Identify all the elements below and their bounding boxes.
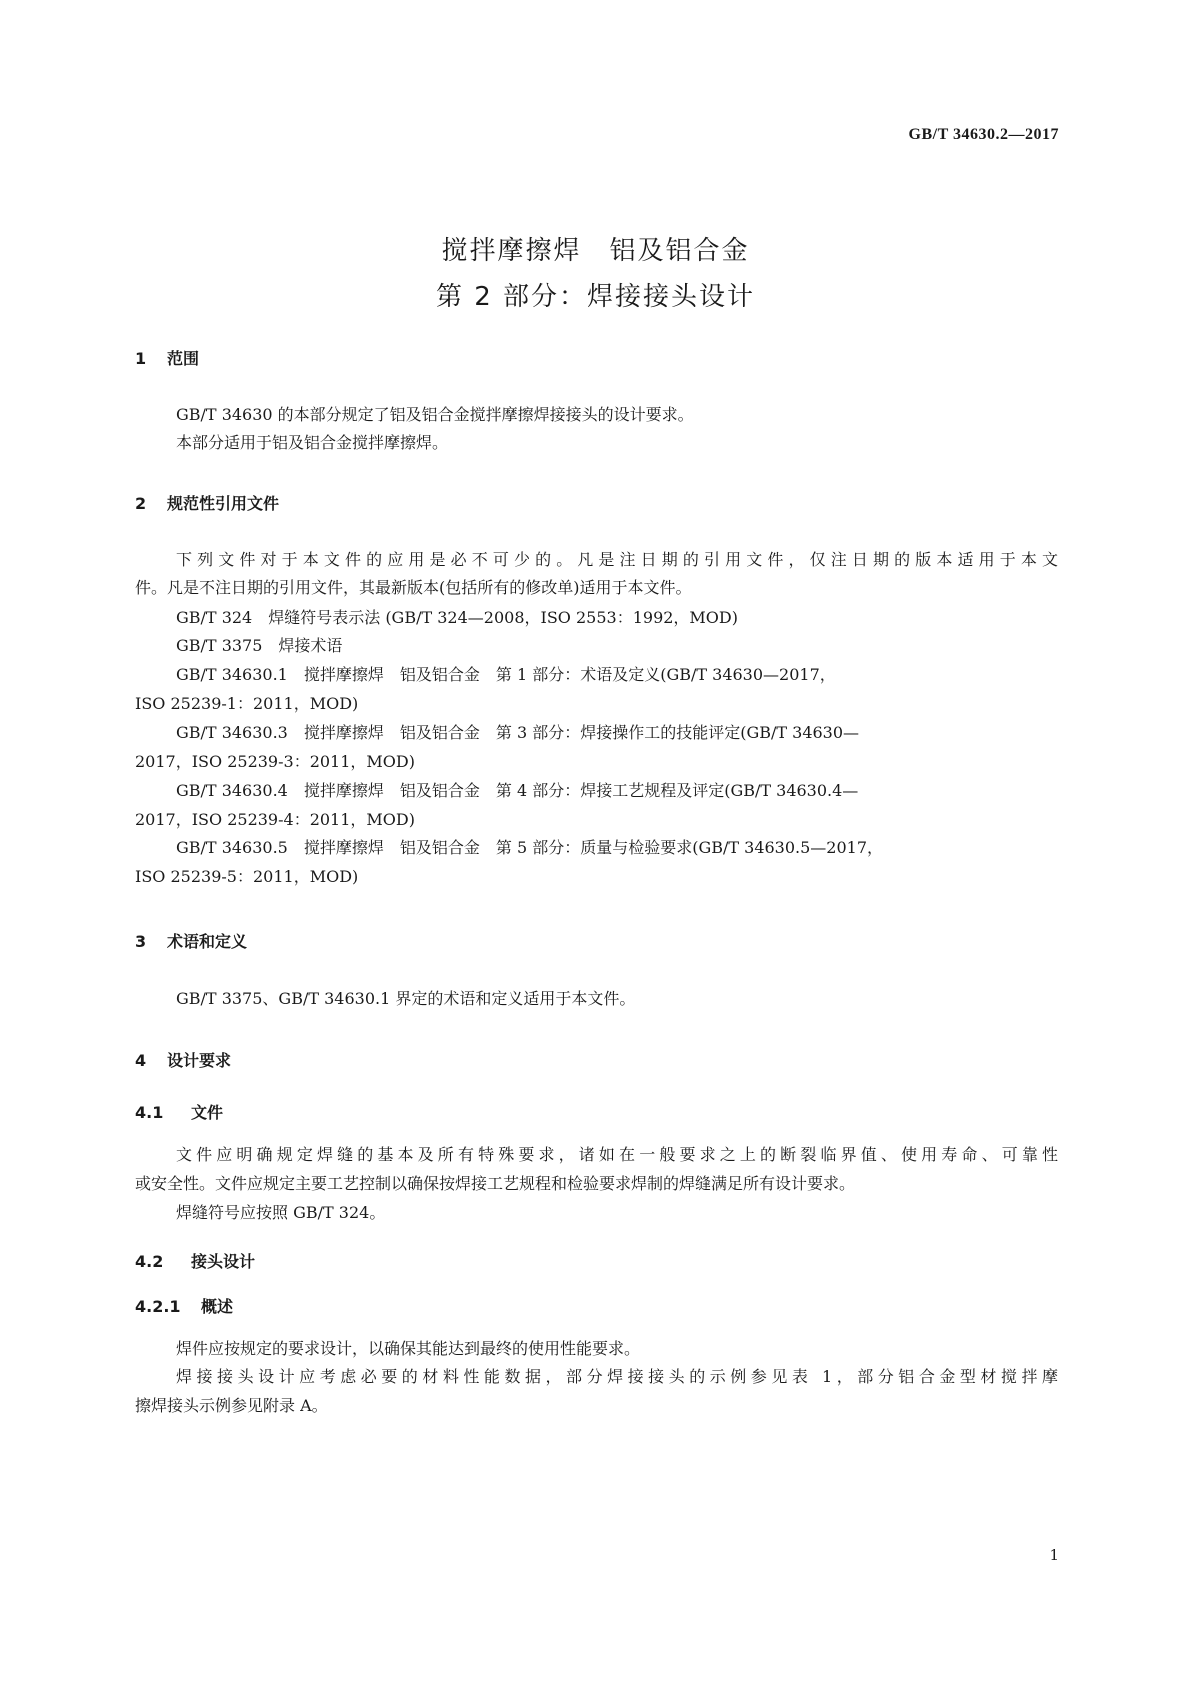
paragraph: GB/T 34630 的本部分规定了铝及铝合金搅拌摩擦焊接接头的设计要求。 (176, 405, 694, 424)
reference-item: GB/T 3375 焊接术语 (176, 636, 343, 655)
paragraph: 文件应明确规定焊缝的基本及所有特殊要求，诸如在一般要求之上的断裂临界值、使用寿命、可靠性 (176, 1145, 1058, 1164)
reference-item-cont: ISO 25239-1：2011，MOD) (135, 694, 359, 713)
section-2-heading (135, 491, 279, 514)
reference-item: GB/T 34630.5 搅拌摩擦焊 铝及铝合金 第 5 部分：质量与检验要求(GB/T 34630.5—2017， (176, 838, 884, 857)
paragraph: 擦焊接头示例参见附录 A。 (135, 1396, 328, 1415)
paragraph: 焊接接头设计应考虑必要的材料性能数据，部分焊接接头的示例参见表 1，部分铝合金型材搅拌摩 (176, 1367, 1058, 1386)
section-number: 4.2 (135, 1252, 164, 1271)
section-4-2-1-heading (135, 1294, 233, 1317)
reference-item: GB/T 34630.3 搅拌摩擦焊 铝及铝合金 第 3 部分：焊接操作工的技能评定(GB/T 34630— (176, 723, 860, 742)
reference-item: GB/T 324 焊缝符号表示法 (GB/T 324—2008，ISO 2553：1992，MOD) (176, 608, 738, 627)
document-title-line1: 搅拌摩擦焊 铝及铝合金 (441, 236, 750, 266)
paragraph: 下列文件对于本文件的应用是必不可少的。凡是注日期的引用文件，仅注日期的版本适用于本文 (176, 550, 1058, 569)
section-title: 概述 (201, 1297, 234, 1316)
paragraph: 或安全性。文件应规定主要工艺控制以确保按焊接工艺规程和检验要求焊制的焊缝满足所有设计要求。 (135, 1174, 856, 1193)
section-title: 范围 (167, 349, 200, 368)
section-4-heading (135, 1048, 231, 1071)
reference-item: GB/T 34630.1 搅拌摩擦焊 铝及铝合金 第 1 部分：术语及定义(GB/T 34630—2017， (176, 665, 836, 684)
section-3-heading (135, 929, 247, 952)
standard-code: GB/T 34630.2—2017 (908, 126, 1059, 143)
section-4-1-heading (135, 1100, 223, 1123)
section-number: 2 (135, 494, 147, 513)
reference-item: GB/T 34630.4 搅拌摩擦焊 铝及铝合金 第 4 部分：焊接工艺规程及评定(GB/T 34630.4— (176, 781, 859, 800)
section-number: 4.1 (135, 1103, 164, 1122)
section-title: 术语和定义 (167, 932, 248, 951)
paragraph: 焊缝符号应按照 GB/T 324。 (176, 1203, 386, 1222)
paragraph: 件。凡是不注日期的引用文件，其最新版本(包括所有的修改单)适用于本文件。 (135, 578, 692, 597)
section-number: 3 (135, 932, 147, 951)
paragraph: GB/T 3375、GB/T 34630.1 界定的术语和定义适用于本文件。 (176, 989, 636, 1008)
section-title: 规范性引用文件 (167, 494, 280, 513)
reference-item-cont: 2017，ISO 25239-3：2011，MOD) (135, 752, 415, 771)
section-title: 接头设计 (191, 1252, 256, 1271)
paragraph: 本部分适用于铝及铝合金搅拌摩擦焊。 (176, 433, 449, 452)
section-1-heading (135, 346, 199, 369)
section-title: 设计要求 (167, 1051, 232, 1070)
section-number: 4.2.1 (135, 1297, 181, 1316)
page-number: 1 (1049, 1546, 1059, 1564)
reference-item-cont: 2017，ISO 25239-4：2011，MOD) (135, 810, 415, 829)
section-number: 1 (135, 349, 147, 368)
reference-item-cont: ISO 25239-5：2011，MOD) (135, 867, 359, 886)
section-number: 4 (135, 1051, 147, 1070)
section-4-2-heading (135, 1249, 255, 1272)
paragraph: 焊件应按规定的要求设计，以确保其能达到最终的使用性能要求。 (176, 1339, 641, 1358)
section-title: 文件 (191, 1103, 224, 1122)
document-title-line2: 第 2 部分：焊接接头设计 (435, 282, 756, 312)
